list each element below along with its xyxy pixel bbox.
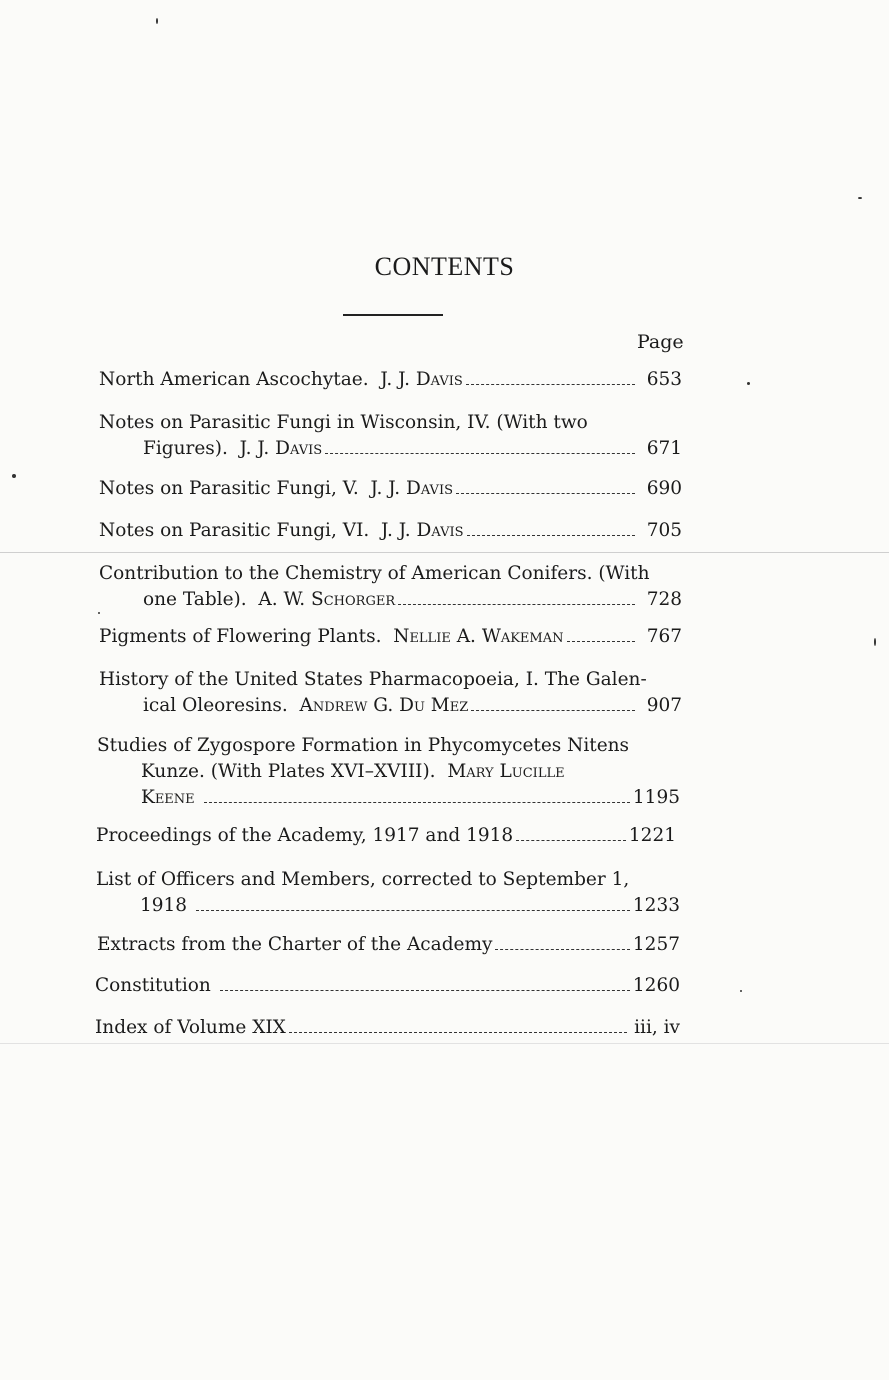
scan-speck	[156, 18, 158, 24]
entry-page: 705	[646, 520, 682, 541]
toc-entry	[97, 733, 680, 811]
entry-page: 767	[646, 626, 682, 647]
entry-title-cont: one Table).	[143, 589, 247, 610]
scan-speck	[874, 638, 876, 646]
entry-title: Studies of Zygospore Formation in Phycomycetes Nitens	[97, 735, 630, 756]
toc-entry	[99, 410, 682, 462]
entry-title: Pigments of Flowering Plants.	[99, 626, 382, 647]
leader-dots	[289, 1032, 627, 1033]
scan-speck	[12, 474, 16, 478]
leader-dots	[567, 641, 636, 642]
entry-page: 690	[646, 478, 682, 499]
entry-page: 1233	[632, 895, 680, 916]
entry-page: 1221	[628, 825, 676, 846]
toc-entry	[96, 867, 680, 919]
entry-author: J. J. Davis	[370, 478, 453, 499]
entry-title: Constitution	[95, 975, 211, 996]
entry-title: Notes on Parasitic Fungi, VI.	[99, 520, 370, 541]
leader-dots	[398, 604, 635, 605]
entry-page: 653	[646, 369, 682, 390]
entry-title-cont: Kunze. (With Plates XVI–XVIII).	[141, 761, 436, 782]
entry-title: List of Officers and Members, corrected to September 1,	[96, 869, 630, 890]
entry-author: J. J. Davis	[381, 520, 464, 541]
entry-title: Extracts from the Charter of the Academy	[97, 934, 493, 955]
toc-entry	[96, 823, 676, 849]
entry-page: 907	[646, 695, 682, 716]
entry-author-cont: Keene	[141, 787, 195, 808]
heading-rule	[343, 314, 443, 316]
leader-dots	[471, 710, 635, 711]
leader-dots	[495, 949, 629, 950]
entry-page: 671	[646, 438, 682, 459]
entry-title: History of the United States Pharmacopoeia, I. The Galen-	[99, 669, 647, 690]
scan-fold-line-lower	[0, 1043, 889, 1044]
leader-dots	[220, 990, 630, 991]
scan-speck	[740, 990, 742, 992]
entry-title-cont: ical Oleoresins.	[143, 695, 288, 716]
entry-title: North American Ascochytae.	[99, 369, 369, 390]
entry-title: Contribution to the Chemistry of American Conifers. (With	[99, 563, 650, 584]
leader-dots	[516, 840, 626, 841]
leader-dots	[196, 910, 630, 911]
toc-entry	[99, 561, 682, 613]
toc-entry	[99, 367, 682, 393]
toc-entry	[99, 476, 682, 502]
entry-author: Andrew G. Du Mez	[299, 695, 469, 716]
leader-dots	[456, 493, 635, 494]
entry-author: J. J. Davis	[380, 369, 463, 390]
entry-title: Proceedings of the Academy, 1917 and 1918	[96, 825, 514, 846]
scan-speck	[747, 382, 750, 385]
toc-entry	[95, 1015, 680, 1041]
entry-title: Index of Volume XIX	[95, 1017, 286, 1038]
contents-heading: CONTENTS	[374, 252, 515, 281]
scan-speck	[98, 612, 100, 614]
entry-author: A. W. Schorger	[258, 589, 396, 610]
leader-dots	[466, 384, 635, 385]
leader-dots	[325, 453, 635, 454]
toc-entry	[99, 667, 682, 719]
entry-author: J. J. Davis	[239, 438, 323, 459]
entry-title: Notes on Parasitic Fungi in Wisconsin, IV. (With two	[99, 412, 588, 433]
entry-author: Mary Lucille	[447, 761, 565, 782]
entry-title-cont: Figures).	[143, 438, 228, 459]
entry-page: 728	[646, 589, 682, 610]
page-column-label: Page	[637, 331, 684, 353]
entry-title: Notes on Parasitic Fungi, V.	[99, 478, 359, 499]
entry-page: 1257	[632, 934, 680, 955]
leader-dots	[204, 802, 630, 803]
toc-entry	[99, 518, 682, 544]
scan-speck	[858, 197, 862, 199]
leader-dots	[467, 535, 635, 536]
toc-entry	[95, 973, 680, 999]
entry-author: Nellie A. Wakeman	[393, 626, 564, 647]
entry-page: 1195	[632, 787, 680, 808]
entry-page: 1260	[632, 975, 680, 996]
entry-title-cont: 1918	[140, 895, 188, 916]
scan-fold-line	[0, 552, 889, 553]
toc-entry	[97, 932, 680, 958]
entry-page: iii, iv	[634, 1017, 680, 1038]
toc-entry	[99, 624, 682, 650]
